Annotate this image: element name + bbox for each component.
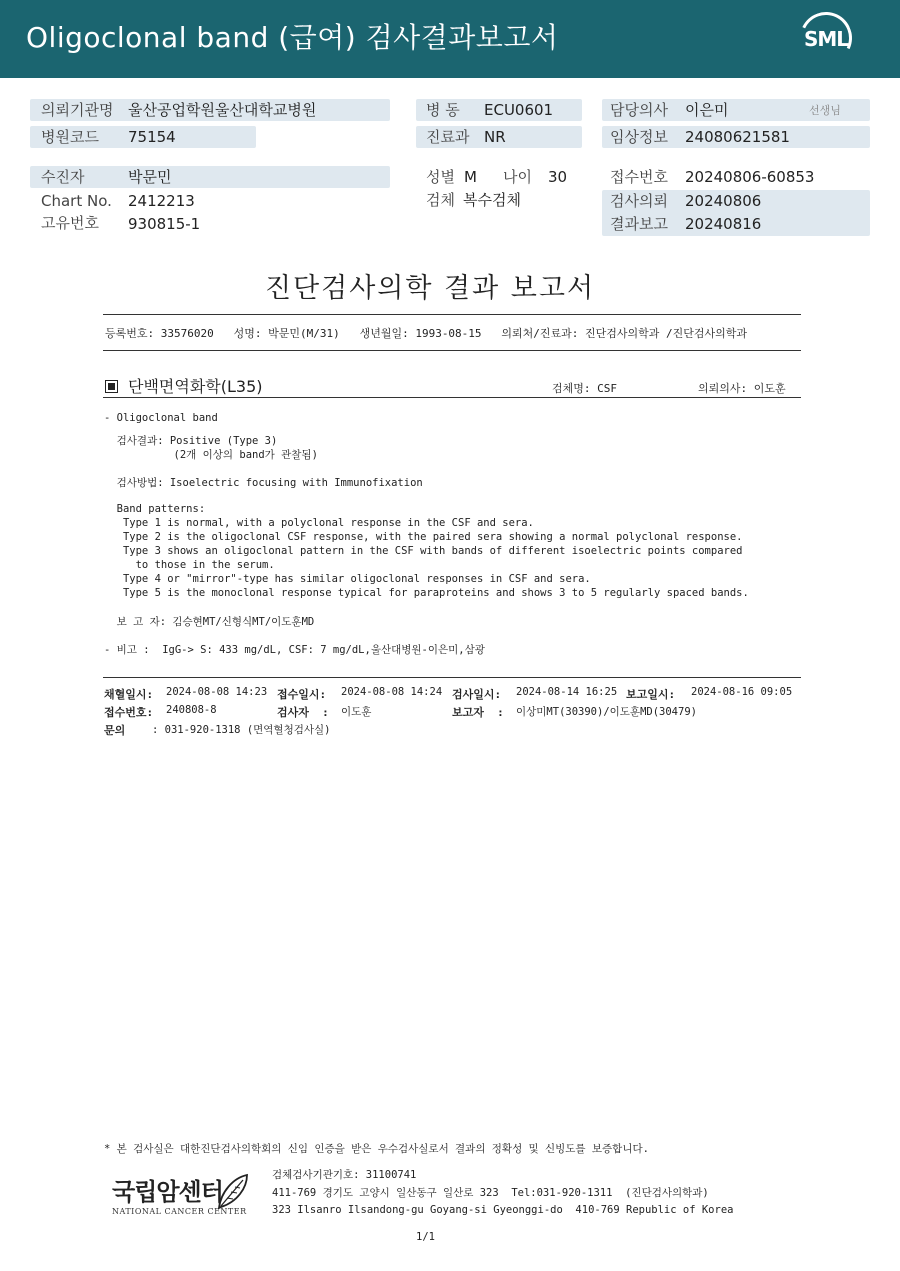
reporter-value: 이상미MT(30390)/이도훈MD(30479) bbox=[516, 706, 697, 718]
contact-value: : 031-920-1318 (면역혈청검사실) bbox=[152, 724, 331, 736]
section-specimen: 검체명: CSF bbox=[552, 382, 617, 395]
square-bullet-icon bbox=[105, 380, 118, 393]
divider-top bbox=[103, 314, 801, 315]
report-line: - Oligoclonal band bbox=[104, 412, 218, 424]
report-title: Oligoclonal band (급여) 검사결과보고서 bbox=[26, 21, 559, 54]
chart-no-value: 2412213 bbox=[128, 192, 195, 210]
report-line: Type 4 or "mirror"-type has similar oligoclonal responses in CSF and sera. bbox=[104, 573, 591, 585]
collect-value: 2024-08-08 14:23 bbox=[166, 686, 268, 698]
report-line: 검사결과: Positive (Type 3) bbox=[104, 435, 278, 447]
divider-reg bbox=[103, 350, 801, 351]
age-label: 나이 bbox=[503, 168, 532, 186]
divider-footer bbox=[103, 677, 801, 678]
unique-no-value: 930815-1 bbox=[128, 215, 201, 233]
footer-receipt-value: 240808-8 bbox=[166, 704, 217, 716]
hospital-code-value: 75154 bbox=[128, 128, 176, 146]
report-line: to those in the serum. bbox=[104, 559, 275, 571]
reporter-label: 보고자 : bbox=[452, 706, 504, 719]
doctor-label: 담당의사 bbox=[610, 101, 668, 119]
tester-value: 이도훈 bbox=[341, 706, 372, 718]
leaf-icon bbox=[215, 1172, 251, 1212]
report-line: Band patterns: bbox=[104, 503, 206, 515]
receipt-value: 20240806-60853 bbox=[685, 168, 815, 186]
report-line: Type 5 is the monoclonal response typical for paraproteins and shows 3 to 5 regularly spaced bands. bbox=[104, 587, 749, 599]
tester-label: 검사자 : bbox=[277, 706, 329, 719]
report-line: (2개 이상의 band가 관찰됨) bbox=[104, 449, 318, 461]
request-org-label: 의뢰기관명 bbox=[41, 101, 114, 119]
clinical-label: 임상정보 bbox=[610, 128, 668, 146]
lab-code-line: 검체검사기관기호: 31100741 bbox=[272, 1169, 417, 1181]
section-title: 단백면역화학(L35) bbox=[128, 377, 263, 396]
section-requester: 의뢰의사: 이도훈 bbox=[698, 382, 786, 395]
collect-label: 채혈일시: bbox=[104, 688, 154, 701]
report-label: 보고일시: bbox=[626, 688, 676, 701]
report-value: 2024-08-16 09:05 bbox=[691, 686, 793, 698]
registration-line: 등록번호: 33576020 성명: 박문민(M/31) 생년월일: 1993-08-15 의뢰처/진료과: 진단검사의학과 /진단검사의학과 bbox=[105, 327, 748, 340]
document-title: 진단검사의학 결과 보고서 bbox=[264, 273, 596, 304]
receive-label: 접수일시: bbox=[277, 688, 327, 701]
report-date-label: 결과보고 bbox=[610, 215, 668, 233]
doctor-suffix: 선생님 bbox=[809, 104, 841, 117]
test-label: 검사일시: bbox=[452, 688, 502, 701]
report-line: 보 고 자: 김승현MT/신형식MT/이도훈MD bbox=[104, 616, 315, 628]
org-name-en: NATIONAL CANCER CENTER bbox=[112, 1207, 247, 1216]
sml-logo bbox=[800, 12, 852, 64]
hospital-code-label: 병원코드 bbox=[41, 128, 99, 146]
test-value: 2024-08-14 16:25 bbox=[516, 686, 618, 698]
report-line: Type 3 shows an oligoclonal pattern in the CSF with bands of different isoelectric points compared bbox=[104, 545, 743, 557]
report-line: 검사방법: Isoelectric focusing with Immunofixation bbox=[104, 477, 423, 489]
receipt-label: 접수번호 bbox=[610, 168, 668, 186]
section-header bbox=[105, 374, 263, 397]
address-en: 323 Ilsanro Ilsandong-gu Goyang-si Gyeonggi-do 410-769 Republic of Korea bbox=[272, 1204, 734, 1216]
receive-value: 2024-08-08 14:24 bbox=[341, 686, 443, 698]
org-name-ko: 국립암센터 bbox=[112, 1178, 223, 1206]
dept-label: 진료과 bbox=[426, 128, 470, 146]
chart-no-label: Chart No. bbox=[41, 192, 112, 210]
divider-section bbox=[103, 397, 801, 398]
contact-label: 문의 bbox=[104, 724, 126, 737]
logo-text: SML bbox=[803, 27, 849, 51]
address-ko: 411-769 경기도 고양시 일산동구 일산로 323 Tel:031-920-1311 (진단검사의학과) bbox=[272, 1187, 709, 1199]
footer-receipt-label: 접수번호: bbox=[104, 706, 154, 719]
sex-label: 성별 bbox=[426, 168, 455, 186]
certification-note: * 본 검사실은 대한진단검사의학회의 신임 인증을 받은 우수검사실로서 결과의 정확성 및 신빙도를 보증합니다. bbox=[104, 1143, 649, 1155]
sex-value: M bbox=[464, 168, 477, 186]
report-line: Type 1 is normal, with a polyclonal response in the CSF and sera. bbox=[104, 517, 534, 529]
page-number: 1/1 bbox=[416, 1231, 435, 1243]
patient-label: 수진자 bbox=[41, 168, 85, 186]
request-org-value: 울산공업학원울산대학교병원 bbox=[128, 101, 317, 119]
report-line: - 비고 : IgG-> S: 433 mg/dL, CSF: 7 mg/dL,울산대병원-이은미,삼광 bbox=[104, 644, 485, 656]
doctor-value: 이은미 bbox=[685, 101, 729, 119]
report-line: Type 2 is the oligoclonal CSF response, with the paired sera showing a normal polyclonal response. bbox=[104, 531, 743, 543]
request-date-value: 20240806 bbox=[685, 192, 762, 210]
ward-value: ECU0601 bbox=[484, 101, 554, 119]
report-date-value: 20240816 bbox=[685, 215, 762, 233]
header-bar bbox=[0, 0, 900, 78]
clinical-value: 24080621581 bbox=[685, 128, 790, 146]
specimen-value: 복수검체 bbox=[463, 191, 521, 209]
ward-label: 병 동 bbox=[426, 101, 460, 119]
patient-value: 박문민 bbox=[128, 168, 172, 186]
age-value: 30 bbox=[548, 168, 568, 186]
specimen-label: 검체 bbox=[426, 191, 455, 209]
unique-no-label: 고유번호 bbox=[41, 214, 99, 232]
dept-value: NR bbox=[484, 128, 506, 146]
request-date-label: 검사의뢰 bbox=[610, 192, 668, 210]
